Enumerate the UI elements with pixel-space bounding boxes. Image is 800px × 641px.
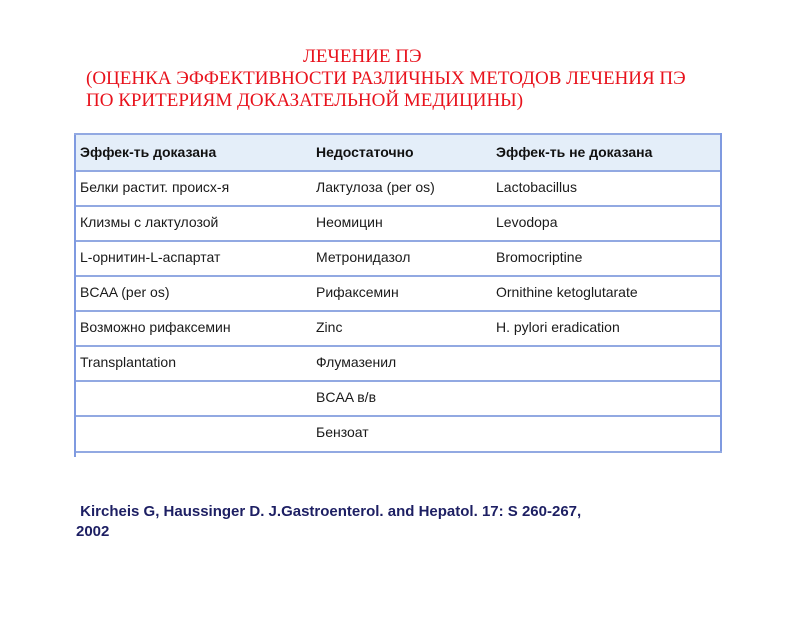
cell-insufficient: Лактулоза (per os) (312, 171, 492, 206)
citation-line-1: Kircheis G, Haussinger D. J.Gastroenterol. and Hepatol. 17: S 260-267, (76, 503, 582, 520)
cell-not-proven: Lactobacillus (492, 171, 721, 206)
table-row (75, 276, 721, 311)
cell-proven (75, 381, 312, 416)
table-row (75, 171, 721, 206)
evidence-table (74, 133, 722, 453)
table-row (75, 206, 721, 241)
cell-insufficient: Рифаксемин (312, 276, 492, 311)
cell-not-proven (492, 416, 721, 452)
title-line-3: ПО КРИТЕРИЯМ ДОКАЗАТЕЛЬНОЙ МЕДИЦИНЫ) (86, 90, 524, 111)
title-line-1: ЛЕЧЕНИЕ ПЭ (303, 46, 422, 67)
table-row (75, 241, 721, 276)
cell-proven: Белки растит. происх-я (75, 171, 312, 206)
cell-not-proven: Ornithine ketoglutarate (492, 276, 721, 311)
table-row (75, 311, 721, 346)
cell-not-proven: Levodopa (492, 206, 721, 241)
cell-proven: Transplantation (75, 346, 312, 381)
cell-insufficient: BCAA в/в (312, 381, 492, 416)
cell-insufficient: Zinc (312, 311, 492, 346)
table-row (75, 381, 721, 416)
header-not-proven: Эффек-ть не доказана (492, 134, 721, 171)
table-header-row (75, 134, 721, 171)
title-line-2: (ОЦЕНКА ЭФФЕКТИВНОСТИ РАЗЛИЧНЫХ МЕТОДОВ ЛЕЧЕНИЯ ПЭ (86, 68, 686, 89)
cell-not-proven: H. pylori eradication (492, 311, 721, 346)
cell-insufficient: Метронидазол (312, 241, 492, 276)
header-insufficient: Недостаточно (312, 134, 492, 171)
table-row (75, 416, 721, 452)
citation (76, 502, 736, 542)
cell-insufficient: Флумазенил (312, 346, 492, 381)
cell-proven: L-орнитин-L-аспартат (75, 241, 312, 276)
cell-proven (75, 416, 312, 452)
citation-line-2: 2002 (76, 523, 110, 540)
table-border-stub (74, 451, 76, 457)
cell-not-proven: Bromocriptine (492, 241, 721, 276)
cell-insufficient: Бензоат (312, 416, 492, 452)
cell-proven: BCAA (per os) (75, 276, 312, 311)
cell-proven: Возможно рифаксемин (75, 311, 312, 346)
header-proven: Эффек-ть доказана (75, 134, 312, 171)
cell-proven: Клизмы с лактулозой (75, 206, 312, 241)
cell-not-proven (492, 346, 721, 381)
cell-insufficient: Неомицин (312, 206, 492, 241)
table-row (75, 346, 721, 381)
cell-not-proven (492, 381, 721, 416)
